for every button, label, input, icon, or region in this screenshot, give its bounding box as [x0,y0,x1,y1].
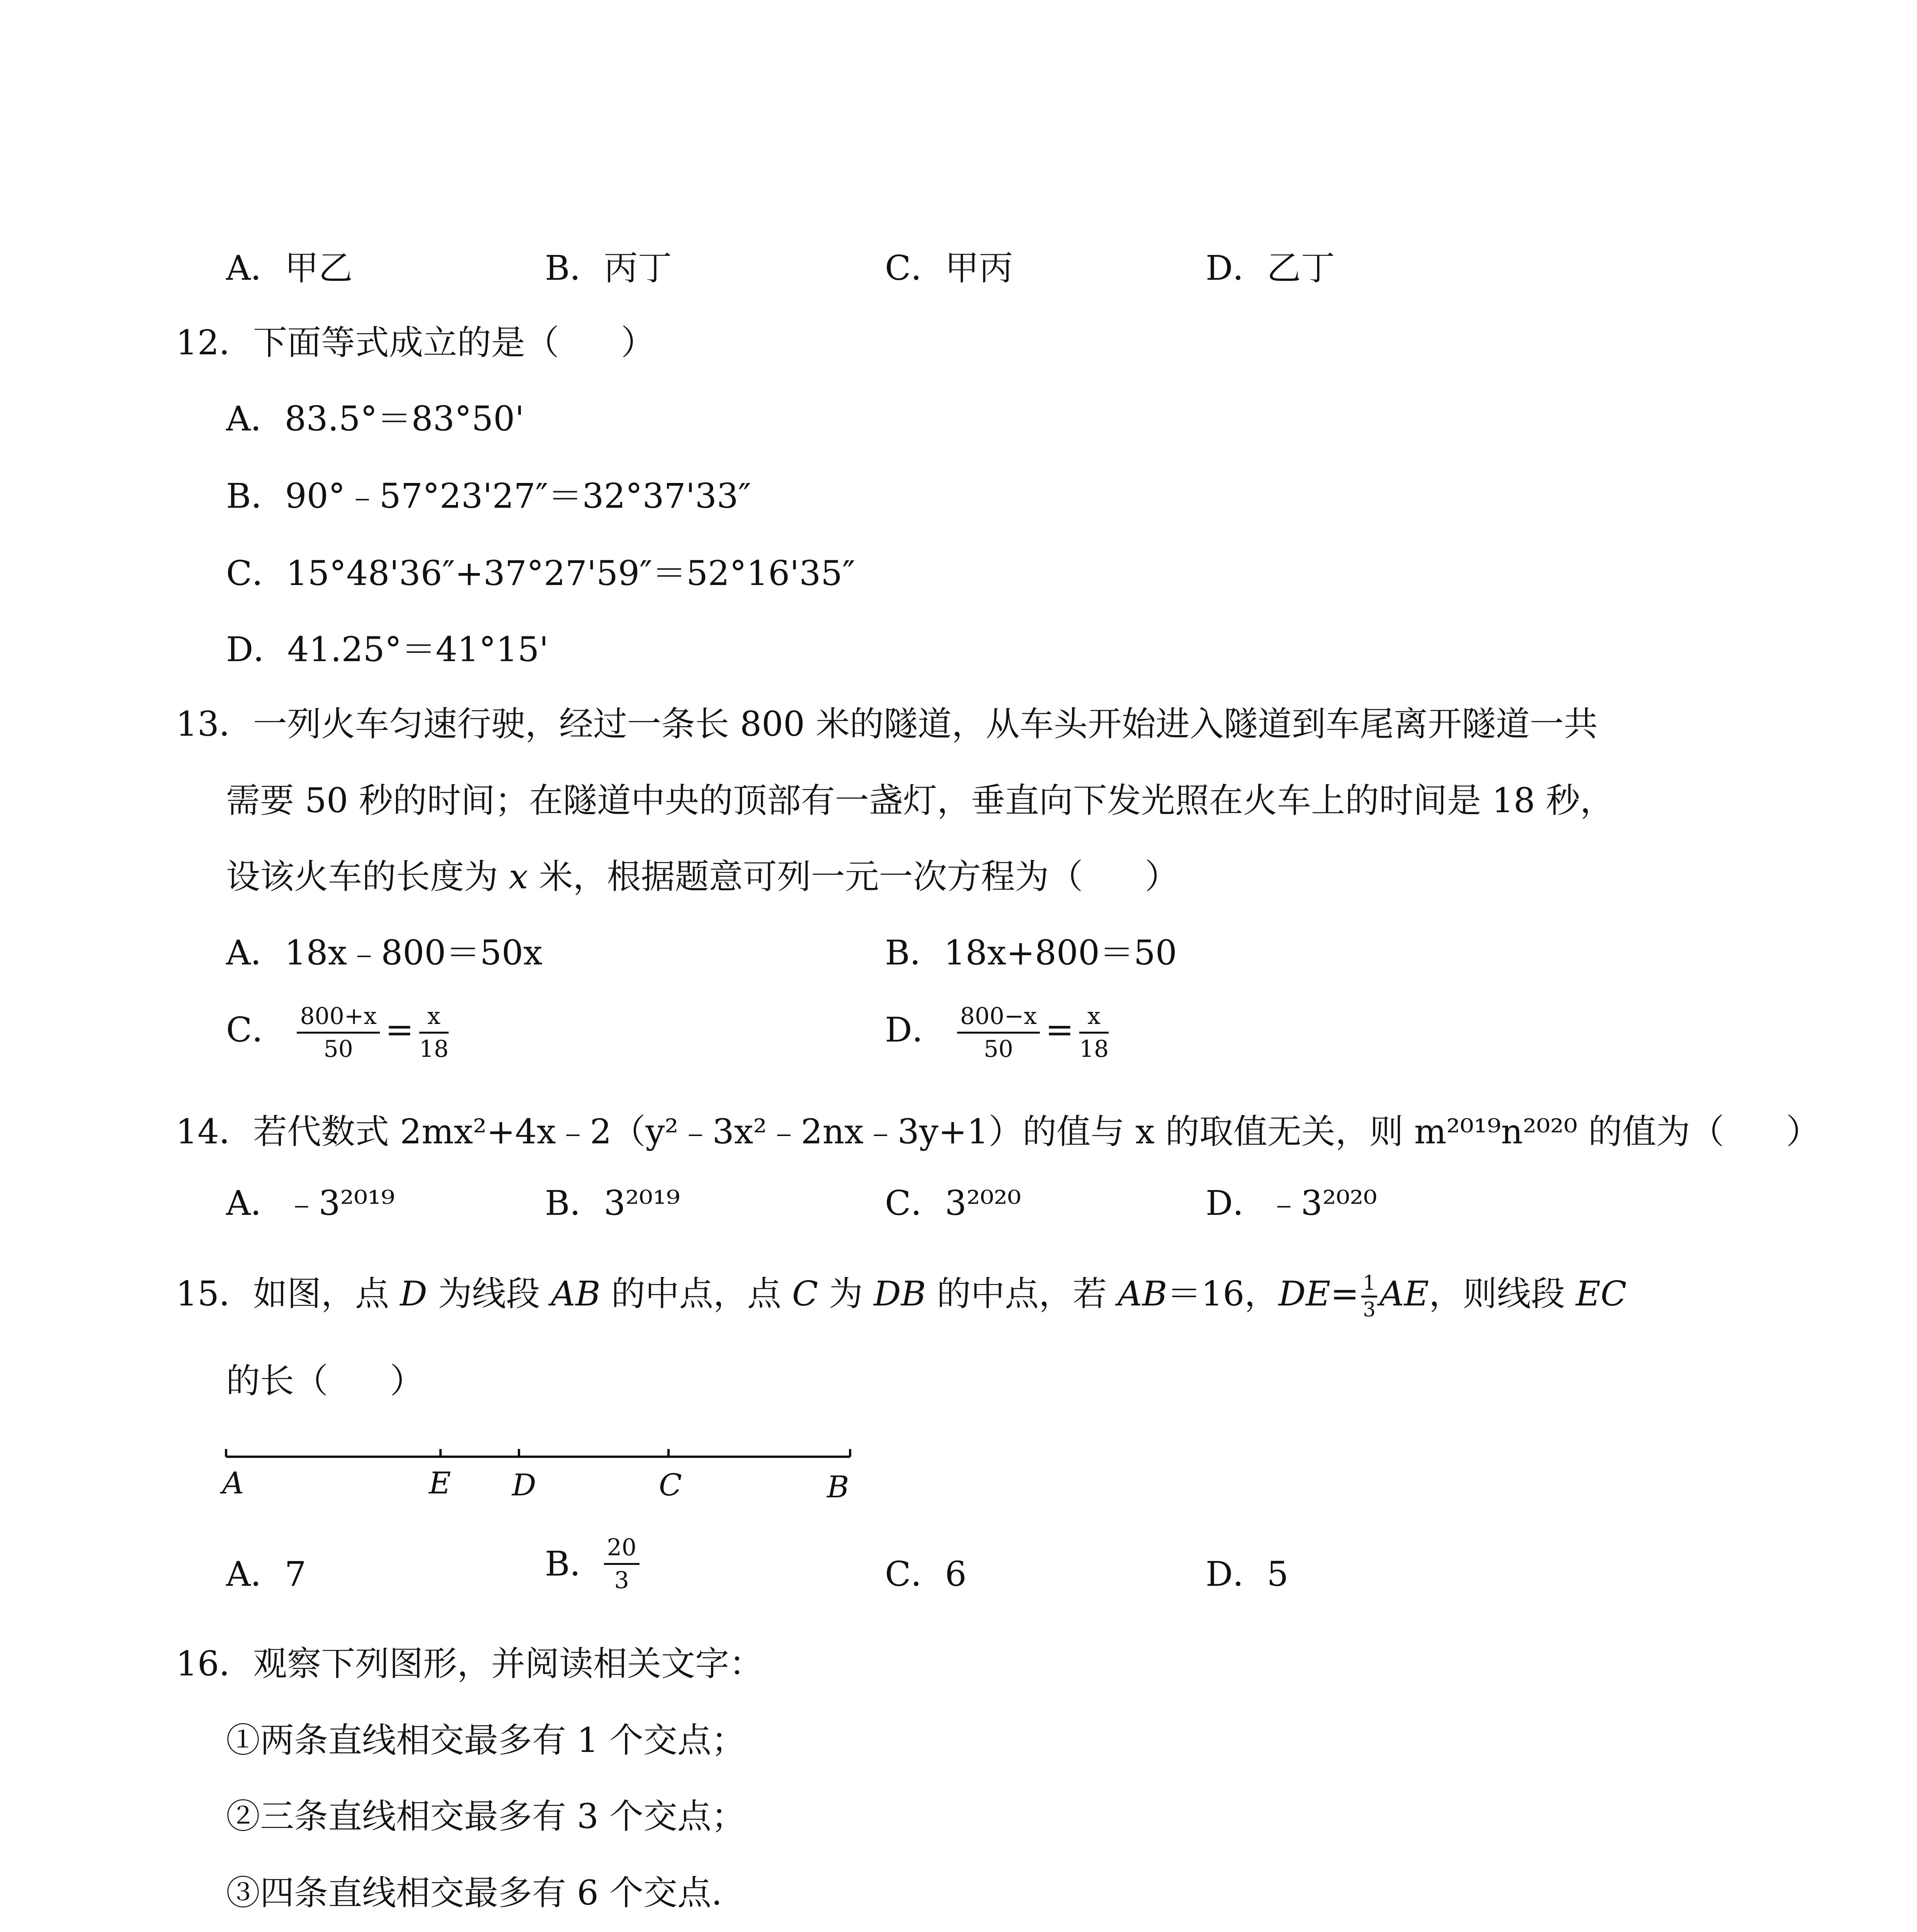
q15-line-2-text: 的长（ [226,1361,328,1401]
point-label-a: A [222,1466,244,1501]
q13-line-2: 需要 50 秒的时间；在隧道中央的顶部有一盏灯，垂直向下发光照在火车上的时间是 18 秒， [226,781,1614,820]
fraction-denominator: 50 [983,1036,1014,1063]
q13-option-c: C． $\frac{800+x}{50}$ = $\frac{x}{18}$ [226,1003,449,1063]
fraction-numerator: 20 [604,1536,640,1565]
q11-option-d: D．乙丁 [1206,248,1335,288]
q13-option-c-label: C． [226,1010,286,1050]
q15-text-3: 的中点，点 [611,1274,781,1314]
q14-option-a: A．﹣3²⁰¹⁹ [226,1183,395,1223]
q12-option-d: D．41.25°＝41°15' [226,629,549,669]
q13-line-3-b: 米，根据题意可列一元一次方程为（ [539,857,1083,896]
q15-option-b-fraction [604,1536,640,1592]
q15-option-a: A．7 [226,1554,306,1594]
fraction-numerator: 1 [1361,1273,1377,1298]
q14-stem [176,1112,1820,1151]
q11-option-b: B．丙丁 [545,248,672,288]
fraction-numerator: x [419,1005,449,1034]
q11-option-c: C．甲丙 [885,248,1013,288]
point-label-e: E [429,1466,451,1501]
q15-option-b [545,1536,640,1592]
q15-segment-db: DB [874,1274,926,1314]
q12-option-c: C．15°48'36″+37°27'59″＝52°16'35″ [226,553,856,593]
q13-var-x: x [509,857,528,896]
q16-stem: 16．观察下列图形，并阅读相关文字： [176,1644,763,1684]
q15-text-8: ，则线段 [1429,1274,1565,1314]
fraction-denominator: 3 [614,1567,629,1594]
q15-text-5: 的中点，若 [937,1274,1107,1314]
q13-line-3-a: 设该火车的长度为 [226,857,498,896]
q15-fraction [1361,1273,1377,1320]
q13-option-c-right-fraction [419,1005,449,1061]
q15-segment-ab: AB [551,1274,600,1314]
q13-option-d-label: D． [885,1010,946,1050]
q15-option-b-label: B． [545,1544,604,1584]
q13-option-d: D． $\frac{800-x}{50}$ = $\frac{x}{18}$ [885,1003,1109,1063]
q14-option-b: B．3²⁰¹⁹ [545,1183,680,1223]
q15-point-d: D [400,1274,427,1314]
q15-option-c: C．6 [885,1554,967,1594]
q15-text-7: = [1330,1274,1359,1314]
q15-option-d: D．5 [1206,1554,1289,1594]
q15-text-2: 为线段 [438,1274,540,1314]
q15-segment-ab-2: AB [1118,1274,1167,1314]
fraction-denominator: 18 [419,1036,449,1063]
q15-text-1: 15．如图，点 [176,1274,389,1314]
q12-stem-text: 12．下面等式成立的是（ [176,323,559,362]
q15-segment-ec: EC [1575,1274,1627,1314]
fraction-denominator: 18 [1079,1036,1109,1063]
q16-item-2: ②三条直线相交最多有 3 个交点； [226,1796,745,1836]
point-label-b: B [827,1470,849,1505]
q14-option-d: D．﹣3²⁰²⁰ [1206,1183,1377,1223]
q15-segment-figure [216,1430,873,1476]
q15-text-6: ＝16， [1167,1274,1279,1314]
q15-segment-de: DE [1278,1274,1331,1314]
q13-line-3-end: ） [1145,857,1179,896]
q13-option-b: B．18x+800＝50 [885,933,1177,973]
q13-option-d-left-fraction [957,1005,1040,1061]
fraction-numerator: 800−x [957,1005,1040,1034]
q14-stem-text: 14．若代数式 2mx²+4x﹣2（y²﹣3x²﹣2nx﹣3y+1）的值与 x 的取值无关，则 m²⁰¹⁹n²⁰²⁰ 的值为（ [176,1112,1725,1151]
q15-segment-ae: AE [1379,1274,1429,1314]
q13-option-c-left-fraction [297,1005,380,1061]
q15-line-2 [226,1361,424,1401]
fraction-denominator: 3 [1363,1298,1376,1321]
q13-line-3 [226,857,1179,896]
q12-option-a: A．83.5°＝83°50' [226,399,524,439]
fraction-numerator: x [1079,1005,1109,1034]
q12-stem [176,323,655,362]
fraction-denominator: 50 [323,1036,353,1063]
q16-item-1: ①两条直线相交最多有 1 个交点； [226,1720,745,1760]
point-label-c: C [659,1468,682,1503]
point-label-d: D [512,1468,536,1503]
q15-text-4: 为 [829,1274,863,1314]
q16-item-3: ③四条直线相交最多有 6 个交点. [226,1873,722,1913]
q14-option-c: C．3²⁰²⁰ [885,1183,1021,1223]
q12-stem-end: ） [621,323,655,362]
q12-option-b: B．90°﹣57°23'27″＝32°37'33″ [226,476,751,516]
q15-line-1 [176,1273,1626,1320]
q13-option-a: A．18x﹣800＝50x [226,933,543,973]
q13-option-d-right-fraction [1079,1005,1109,1061]
fraction-numerator: 800+x [297,1005,380,1034]
q11-option-a: A．甲乙 [226,248,353,288]
q15-line-2-end: ） [390,1361,424,1401]
q14-stem-end: ） [1786,1112,1820,1151]
q13-line-1: 13．一列火车匀速行驶，经过一条长 800 米的隧道，从车头开始进入隧道到车尾离开隧道一共 [176,704,1598,744]
q15-point-c: C [792,1274,818,1314]
